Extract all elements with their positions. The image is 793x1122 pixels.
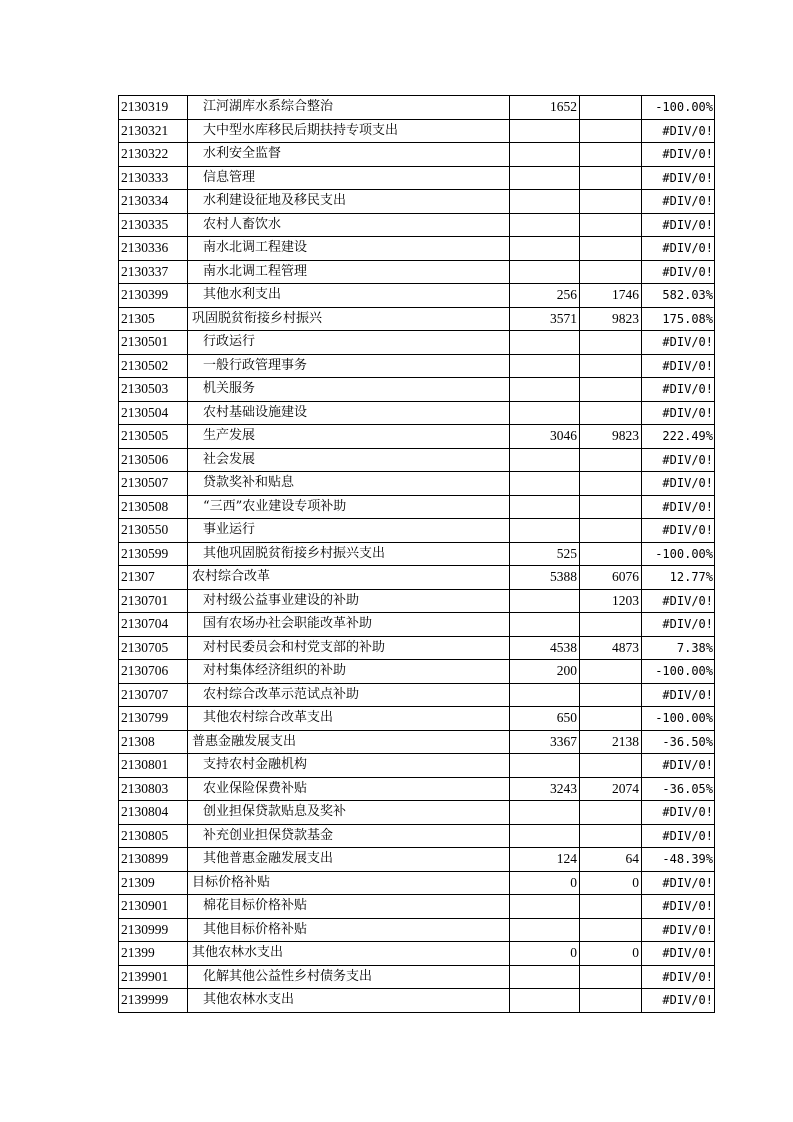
change-percent-cell: #DIV/0!: [642, 754, 715, 778]
current-year-amount-cell: [580, 542, 642, 566]
budget-table: [118, 95, 715, 1013]
table-row: [119, 542, 715, 566]
account-name-cell: 巩固脱贫衔接乡村振兴: [188, 307, 510, 331]
table-row: [119, 824, 715, 848]
current-year-amount-cell: [580, 237, 642, 261]
current-year-amount-cell: [580, 260, 642, 284]
change-percent-cell: #DIV/0!: [642, 495, 715, 519]
table-row: [119, 613, 715, 637]
current-year-amount-cell: [580, 166, 642, 190]
account-code-cell: 2130322: [119, 143, 188, 167]
account-name-cell: 生产发展: [188, 425, 510, 449]
change-percent-cell: #DIV/0!: [642, 871, 715, 895]
change-percent-cell: #DIV/0!: [642, 801, 715, 825]
account-code-cell: 2130506: [119, 448, 188, 472]
prior-year-amount-cell: [510, 495, 580, 519]
table-row: [119, 519, 715, 543]
table-row: [119, 777, 715, 801]
current-year-amount-cell: 0: [580, 871, 642, 895]
current-year-amount-cell: [580, 754, 642, 778]
prior-year-amount-cell: [510, 448, 580, 472]
table-row: [119, 260, 715, 284]
table-row: [119, 425, 715, 449]
current-year-amount-cell: [580, 143, 642, 167]
table-row: [119, 119, 715, 143]
account-code-cell: 2130399: [119, 284, 188, 308]
current-year-amount-cell: 1203: [580, 589, 642, 613]
change-percent-cell: -36.05%: [642, 777, 715, 801]
account-code-cell: 2130803: [119, 777, 188, 801]
prior-year-amount-cell: [510, 754, 580, 778]
change-percent-cell: #DIV/0!: [642, 989, 715, 1013]
current-year-amount-cell: 2074: [580, 777, 642, 801]
account-name-cell: 贷款奖补和贴息: [188, 472, 510, 496]
current-year-amount-cell: [580, 660, 642, 684]
account-code-cell: 2130503: [119, 378, 188, 402]
current-year-amount-cell: [580, 331, 642, 355]
current-year-amount-cell: 0: [580, 942, 642, 966]
account-name-cell: 棉花目标价格补贴: [188, 895, 510, 919]
prior-year-amount-cell: 3367: [510, 730, 580, 754]
change-percent-cell: -100.00%: [642, 542, 715, 566]
prior-year-amount-cell: [510, 213, 580, 237]
account-code-cell: 2130337: [119, 260, 188, 284]
change-percent-cell: #DIV/0!: [642, 143, 715, 167]
current-year-amount-cell: [580, 519, 642, 543]
current-year-amount-cell: [580, 824, 642, 848]
account-name-cell: 化解其他公益性乡村债务支出: [188, 965, 510, 989]
account-code-cell: 2139999: [119, 989, 188, 1013]
prior-year-amount-cell: 200: [510, 660, 580, 684]
prior-year-amount-cell: [510, 989, 580, 1013]
change-percent-cell: #DIV/0!: [642, 190, 715, 214]
change-percent-cell: #DIV/0!: [642, 683, 715, 707]
account-name-cell: 大中型水库移民后期扶持专项支出: [188, 119, 510, 143]
change-percent-cell: #DIV/0!: [642, 895, 715, 919]
prior-year-amount-cell: [510, 965, 580, 989]
account-code-cell: 2130333: [119, 166, 188, 190]
account-code-cell: 21307: [119, 566, 188, 590]
change-percent-cell: #DIV/0!: [642, 965, 715, 989]
current-year-amount-cell: 2138: [580, 730, 642, 754]
change-percent-cell: -100.00%: [642, 707, 715, 731]
change-percent-cell: #DIV/0!: [642, 260, 715, 284]
prior-year-amount-cell: [510, 260, 580, 284]
account-name-cell: 其他巩固脱贫衔接乡村振兴支出: [188, 542, 510, 566]
account-name-cell: 对村民委员会和村党支部的补助: [188, 636, 510, 660]
account-name-cell: 水利安全监督: [188, 143, 510, 167]
account-code-cell: 2130508: [119, 495, 188, 519]
prior-year-amount-cell: 1652: [510, 96, 580, 120]
change-percent-cell: -100.00%: [642, 96, 715, 120]
prior-year-amount-cell: [510, 895, 580, 919]
table-row: [119, 965, 715, 989]
prior-year-amount-cell: [510, 824, 580, 848]
change-percent-cell: #DIV/0!: [642, 589, 715, 613]
current-year-amount-cell: [580, 989, 642, 1013]
change-percent-cell: #DIV/0!: [642, 166, 715, 190]
account-name-cell: 对村集体经济组织的补助: [188, 660, 510, 684]
table-row: [119, 143, 715, 167]
prior-year-amount-cell: 124: [510, 848, 580, 872]
table-row: [119, 354, 715, 378]
current-year-amount-cell: [580, 707, 642, 731]
table-row: [119, 683, 715, 707]
table-row: [119, 284, 715, 308]
change-percent-cell: 582.03%: [642, 284, 715, 308]
prior-year-amount-cell: [510, 119, 580, 143]
account-code-cell: 2130501: [119, 331, 188, 355]
change-percent-cell: 12.77%: [642, 566, 715, 590]
change-percent-cell: #DIV/0!: [642, 824, 715, 848]
account-code-cell: 2130901: [119, 895, 188, 919]
prior-year-amount-cell: 4538: [510, 636, 580, 660]
table-row: [119, 96, 715, 120]
account-code-cell: 2130707: [119, 683, 188, 707]
table-row: [119, 707, 715, 731]
current-year-amount-cell: [580, 965, 642, 989]
prior-year-amount-cell: [510, 472, 580, 496]
table-row: [119, 495, 715, 519]
change-percent-cell: 7.38%: [642, 636, 715, 660]
current-year-amount-cell: 1746: [580, 284, 642, 308]
account-name-cell: 南水北调工程管理: [188, 260, 510, 284]
account-code-cell: 2130805: [119, 824, 188, 848]
prior-year-amount-cell: [510, 401, 580, 425]
current-year-amount-cell: [580, 401, 642, 425]
table-row: [119, 989, 715, 1013]
current-year-amount-cell: [580, 895, 642, 919]
change-percent-cell: #DIV/0!: [642, 119, 715, 143]
prior-year-amount-cell: [510, 613, 580, 637]
account-code-cell: 2130801: [119, 754, 188, 778]
account-code-cell: 2130999: [119, 918, 188, 942]
table-row: [119, 307, 715, 331]
table-row: [119, 660, 715, 684]
table-row: [119, 190, 715, 214]
account-code-cell: 2130599: [119, 542, 188, 566]
prior-year-amount-cell: [510, 519, 580, 543]
account-name-cell: 农村人畜饮水: [188, 213, 510, 237]
table-row: [119, 166, 715, 190]
current-year-amount-cell: [580, 96, 642, 120]
table-row: [119, 895, 715, 919]
account-code-cell: 2130799: [119, 707, 188, 731]
table-row: [119, 237, 715, 261]
account-name-cell: 补充创业担保贷款基金: [188, 824, 510, 848]
change-percent-cell: -36.50%: [642, 730, 715, 754]
account-code-cell: 2130507: [119, 472, 188, 496]
change-percent-cell: 175.08%: [642, 307, 715, 331]
account-code-cell: 2130705: [119, 636, 188, 660]
account-code-cell: 2130701: [119, 589, 188, 613]
current-year-amount-cell: [580, 378, 642, 402]
prior-year-amount-cell: [510, 237, 580, 261]
current-year-amount-cell: 64: [580, 848, 642, 872]
prior-year-amount-cell: [510, 143, 580, 167]
table-row: [119, 730, 715, 754]
table-row: [119, 848, 715, 872]
change-percent-cell: #DIV/0!: [642, 401, 715, 425]
account-code-cell: 2130706: [119, 660, 188, 684]
current-year-amount-cell: [580, 448, 642, 472]
table-row: [119, 636, 715, 660]
table-row: [119, 801, 715, 825]
account-code-cell: 2130502: [119, 354, 188, 378]
prior-year-amount-cell: [510, 918, 580, 942]
current-year-amount-cell: 9823: [580, 307, 642, 331]
account-name-cell: 农村基础设施建设: [188, 401, 510, 425]
prior-year-amount-cell: 0: [510, 871, 580, 895]
account-name-cell: 机关服务: [188, 378, 510, 402]
change-percent-cell: #DIV/0!: [642, 237, 715, 261]
account-name-cell: 普惠金融发展支出: [188, 730, 510, 754]
prior-year-amount-cell: [510, 589, 580, 613]
account-name-cell: 一般行政管理事务: [188, 354, 510, 378]
account-name-cell: 农业保险保费补贴: [188, 777, 510, 801]
current-year-amount-cell: 4873: [580, 636, 642, 660]
change-percent-cell: #DIV/0!: [642, 613, 715, 637]
account-name-cell: 信息管理: [188, 166, 510, 190]
change-percent-cell: #DIV/0!: [642, 519, 715, 543]
current-year-amount-cell: 9823: [580, 425, 642, 449]
account-code-cell: 2130704: [119, 613, 188, 637]
prior-year-amount-cell: 3571: [510, 307, 580, 331]
change-percent-cell: #DIV/0!: [642, 942, 715, 966]
table-row: [119, 589, 715, 613]
account-code-cell: 2130505: [119, 425, 188, 449]
account-name-cell: 水利建设征地及移民支出: [188, 190, 510, 214]
account-name-cell: 其他目标价格补贴: [188, 918, 510, 942]
prior-year-amount-cell: 650: [510, 707, 580, 731]
prior-year-amount-cell: 3243: [510, 777, 580, 801]
change-percent-cell: -48.39%: [642, 848, 715, 872]
account-code-cell: 2130899: [119, 848, 188, 872]
change-percent-cell: #DIV/0!: [642, 354, 715, 378]
prior-year-amount-cell: 5388: [510, 566, 580, 590]
current-year-amount-cell: [580, 190, 642, 214]
account-name-cell: 创业担保贷款贴息及奖补: [188, 801, 510, 825]
current-year-amount-cell: [580, 354, 642, 378]
prior-year-amount-cell: 525: [510, 542, 580, 566]
account-code-cell: 2130319: [119, 96, 188, 120]
current-year-amount-cell: [580, 613, 642, 637]
table-row: [119, 378, 715, 402]
table-row: [119, 213, 715, 237]
current-year-amount-cell: [580, 801, 642, 825]
account-name-cell: 农村综合改革示范试点补助: [188, 683, 510, 707]
change-percent-cell: #DIV/0!: [642, 918, 715, 942]
table-row: [119, 566, 715, 590]
table-row: [119, 754, 715, 778]
table-row: [119, 871, 715, 895]
table-row: [119, 918, 715, 942]
current-year-amount-cell: [580, 119, 642, 143]
account-code-cell: 21308: [119, 730, 188, 754]
change-percent-cell: #DIV/0!: [642, 213, 715, 237]
table-row: [119, 448, 715, 472]
account-code-cell: 2130550: [119, 519, 188, 543]
table-row: [119, 401, 715, 425]
account-code-cell: 2130504: [119, 401, 188, 425]
current-year-amount-cell: [580, 495, 642, 519]
account-name-cell: 其他水利支出: [188, 284, 510, 308]
prior-year-amount-cell: 3046: [510, 425, 580, 449]
change-percent-cell: -100.00%: [642, 660, 715, 684]
account-code-cell: 2130334: [119, 190, 188, 214]
account-name-cell: 其他农村综合改革支出: [188, 707, 510, 731]
current-year-amount-cell: 6076: [580, 566, 642, 590]
account-code-cell: 21309: [119, 871, 188, 895]
account-code-cell: 2130336: [119, 237, 188, 261]
account-code-cell: 2130321: [119, 119, 188, 143]
change-percent-cell: #DIV/0!: [642, 378, 715, 402]
change-percent-cell: #DIV/0!: [642, 331, 715, 355]
budget-table-body: [119, 96, 715, 1013]
account-code-cell: 2130335: [119, 213, 188, 237]
prior-year-amount-cell: [510, 683, 580, 707]
prior-year-amount-cell: 0: [510, 942, 580, 966]
change-percent-cell: 222.49%: [642, 425, 715, 449]
account-code-cell: 21305: [119, 307, 188, 331]
current-year-amount-cell: [580, 918, 642, 942]
change-percent-cell: #DIV/0!: [642, 448, 715, 472]
prior-year-amount-cell: [510, 331, 580, 355]
change-percent-cell: #DIV/0!: [642, 472, 715, 496]
account-name-cell: 目标价格补贴: [188, 871, 510, 895]
account-name-cell: “三西”农业建设专项补助: [188, 495, 510, 519]
prior-year-amount-cell: [510, 378, 580, 402]
account-code-cell: 21399: [119, 942, 188, 966]
account-name-cell: 其他普惠金融发展支出: [188, 848, 510, 872]
table-row: [119, 472, 715, 496]
account-name-cell: 行政运行: [188, 331, 510, 355]
prior-year-amount-cell: [510, 190, 580, 214]
account-name-cell: 南水北调工程建设: [188, 237, 510, 261]
account-code-cell: 2139901: [119, 965, 188, 989]
account-code-cell: 2130804: [119, 801, 188, 825]
current-year-amount-cell: [580, 213, 642, 237]
prior-year-amount-cell: [510, 354, 580, 378]
account-name-cell: 对村级公益事业建设的补助: [188, 589, 510, 613]
current-year-amount-cell: [580, 472, 642, 496]
account-name-cell: 其他农林水支出: [188, 989, 510, 1013]
current-year-amount-cell: [580, 683, 642, 707]
table-row: [119, 331, 715, 355]
table-row: [119, 942, 715, 966]
prior-year-amount-cell: [510, 166, 580, 190]
account-name-cell: 国有农场办社会职能改革补助: [188, 613, 510, 637]
account-name-cell: 江河湖库水系综合整治: [188, 96, 510, 120]
account-name-cell: 社会发展: [188, 448, 510, 472]
account-name-cell: 农村综合改革: [188, 566, 510, 590]
prior-year-amount-cell: [510, 801, 580, 825]
account-name-cell: 事业运行: [188, 519, 510, 543]
account-name-cell: 其他农林水支出: [188, 942, 510, 966]
prior-year-amount-cell: 256: [510, 284, 580, 308]
account-name-cell: 支持农村金融机构: [188, 754, 510, 778]
